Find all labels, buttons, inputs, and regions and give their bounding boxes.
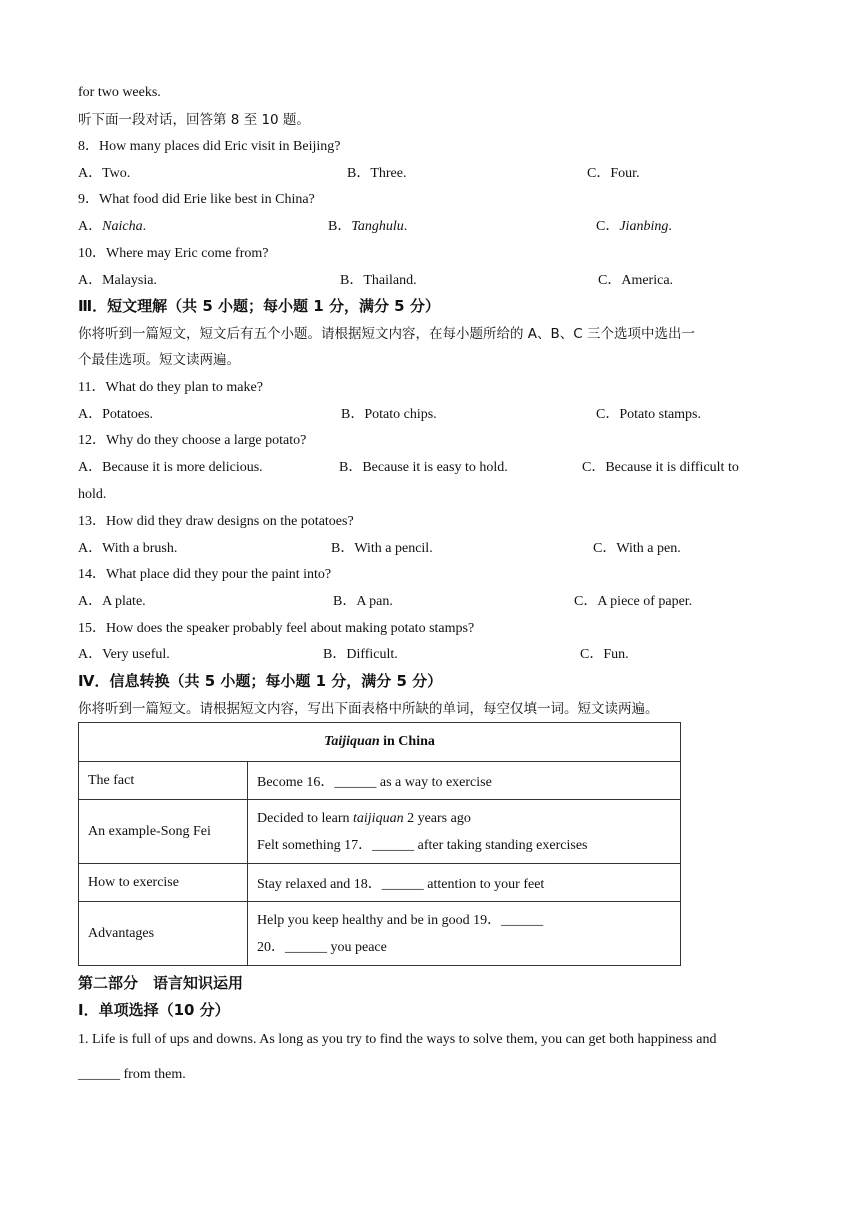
q12-option-c[interactable]: C．Because it is difficult to bbox=[582, 460, 739, 475]
row-how-content[interactable]: Stay relaxed and 18．______ attention to your feet bbox=[248, 864, 681, 902]
dialogue-instruction: 听下面一段对话，回答第 8 至 10 题。 bbox=[78, 112, 310, 128]
row-advantages-line-1: Help you keep healthy and be in good 19．______ bbox=[257, 912, 544, 928]
q13-option-c[interactable]: C．With a pen. bbox=[593, 541, 681, 556]
q15-option-c[interactable]: C．Fun. bbox=[580, 647, 629, 662]
row-example-line-1 bbox=[257, 805, 671, 832]
part-two-title: 第二部分 语言知识运用 bbox=[78, 974, 244, 992]
row-advantages-content[interactable] bbox=[248, 902, 681, 966]
q15-option-b[interactable]: B．Difficult. bbox=[323, 647, 398, 662]
row-fact-content[interactable]: Become 16．______ as a way to exercise bbox=[248, 762, 681, 800]
q9-c-prefix: C． bbox=[596, 219, 620, 234]
question-13: 13．How did they draw designs on the potatoes? bbox=[78, 514, 354, 529]
choice-question-1: 1. Life is full of ups and downs. As long as you try to find the ways to solve them, you can get both happiness and bbox=[78, 1032, 717, 1047]
table-title-rest: in China bbox=[379, 734, 435, 749]
q8-option-a[interactable]: A．Two. bbox=[78, 166, 131, 181]
q9-a-dot: . bbox=[142, 219, 147, 234]
q12-option-a[interactable]: A．Because it is more delicious. bbox=[78, 460, 263, 475]
q8-option-c[interactable]: C．Four. bbox=[587, 166, 640, 181]
q9-b-text: Tanghulu bbox=[351, 219, 404, 234]
q15-option-a[interactable]: A．Very useful. bbox=[78, 647, 170, 662]
question-10: 10．Where may Eric come from? bbox=[78, 246, 269, 261]
q13-option-b[interactable]: B．With a pencil. bbox=[331, 541, 433, 556]
question-9: 9．What food did Erie like best in China? bbox=[78, 192, 315, 207]
q9-c-text: Jianbing bbox=[619, 219, 669, 234]
question-8: 8．How many places did Eric visit in Beijing? bbox=[78, 139, 341, 154]
part3-title: Ⅲ．短文理解（共 5 小题；每小题 1 分，满分 5 分） bbox=[78, 297, 440, 315]
table-title-italic: Taijiquan bbox=[324, 734, 380, 749]
row-example-label: An example-Song Fei bbox=[79, 800, 248, 864]
row-how-label: How to exercise bbox=[79, 864, 248, 902]
q9-a-prefix: A． bbox=[78, 219, 103, 234]
q11-option-b[interactable]: B．Potato chips. bbox=[341, 407, 437, 422]
q9-c-dot: . bbox=[668, 219, 672, 234]
row-fact-label: The fact bbox=[79, 762, 248, 800]
row-example-content[interactable] bbox=[248, 800, 681, 864]
choice-question-1-continued: ______ from them. bbox=[78, 1067, 186, 1082]
q10-option-b[interactable]: B．Thailand. bbox=[340, 273, 417, 288]
part4-title: Ⅳ．信息转换（共 5 小题；每小题 1 分，满分 5 分） bbox=[78, 672, 443, 690]
q10-option-c[interactable]: C．America. bbox=[598, 273, 674, 288]
q8-option-b[interactable]: B．Three. bbox=[347, 166, 407, 181]
q9-option-a[interactable] bbox=[78, 217, 146, 237]
q11-option-a[interactable]: A．Potatoes. bbox=[78, 407, 154, 422]
question-11: 11．What do they plan to make? bbox=[78, 380, 263, 395]
q12-option-c-continued: hold. bbox=[78, 487, 107, 502]
row-example-post: 2 years ago bbox=[403, 810, 471, 826]
q11-option-c[interactable]: C．Potato stamps. bbox=[596, 407, 702, 422]
part3-instruction-1: 你将听到一篇短文，短文后有五个小题。请根据短文内容，在每小题所给的 A、B、C 三个选项中选出一 bbox=[78, 326, 696, 342]
q12-option-b[interactable]: B．Because it is easy to hold. bbox=[339, 460, 508, 475]
table-title bbox=[79, 723, 681, 762]
row-advantages-label: Advantages bbox=[79, 902, 248, 966]
single-choice-title: Ⅰ．单项选择（10 分） bbox=[78, 1001, 230, 1019]
question-15: 15．How does the speaker probably feel about making potato stamps? bbox=[78, 621, 475, 636]
row-advantages-line-2: 20．______ you peace bbox=[257, 939, 387, 955]
intro-tail: for two weeks. bbox=[78, 85, 161, 100]
q13-option-a[interactable]: A．With a brush. bbox=[78, 541, 178, 556]
q14-option-b[interactable]: B．A pan. bbox=[333, 594, 393, 609]
row-example-pre: Decided to learn bbox=[257, 810, 354, 826]
q9-b-dot: . bbox=[403, 219, 408, 234]
q10-option-a[interactable]: A．Malaysia. bbox=[78, 273, 157, 288]
question-14: 14．What place did they pour the paint into? bbox=[78, 567, 332, 582]
part3-instruction-2: 个最佳选项。短文读两遍。 bbox=[78, 352, 240, 368]
question-12: 12．Why do they choose a large potato? bbox=[78, 433, 307, 448]
q9-a-text: Naicha bbox=[102, 219, 143, 234]
q14-option-a[interactable]: A．A plate. bbox=[78, 594, 146, 609]
part4-instruction: 你将听到一篇短文。请根据短文内容，写出下面表格中所缺的单词，每空仅填一词。短文读两遍。 bbox=[78, 701, 659, 717]
info-table bbox=[78, 722, 681, 966]
row-example-italic: taijiquan bbox=[353, 810, 404, 826]
q14-option-c[interactable]: C．A piece of paper. bbox=[574, 594, 693, 609]
q9-b-prefix: B． bbox=[328, 219, 352, 234]
q9-option-b[interactable] bbox=[328, 217, 407, 237]
row-example-line-2: Felt something 17．______ after taking standing exercises bbox=[257, 837, 588, 853]
q9-option-c[interactable] bbox=[596, 217, 672, 237]
